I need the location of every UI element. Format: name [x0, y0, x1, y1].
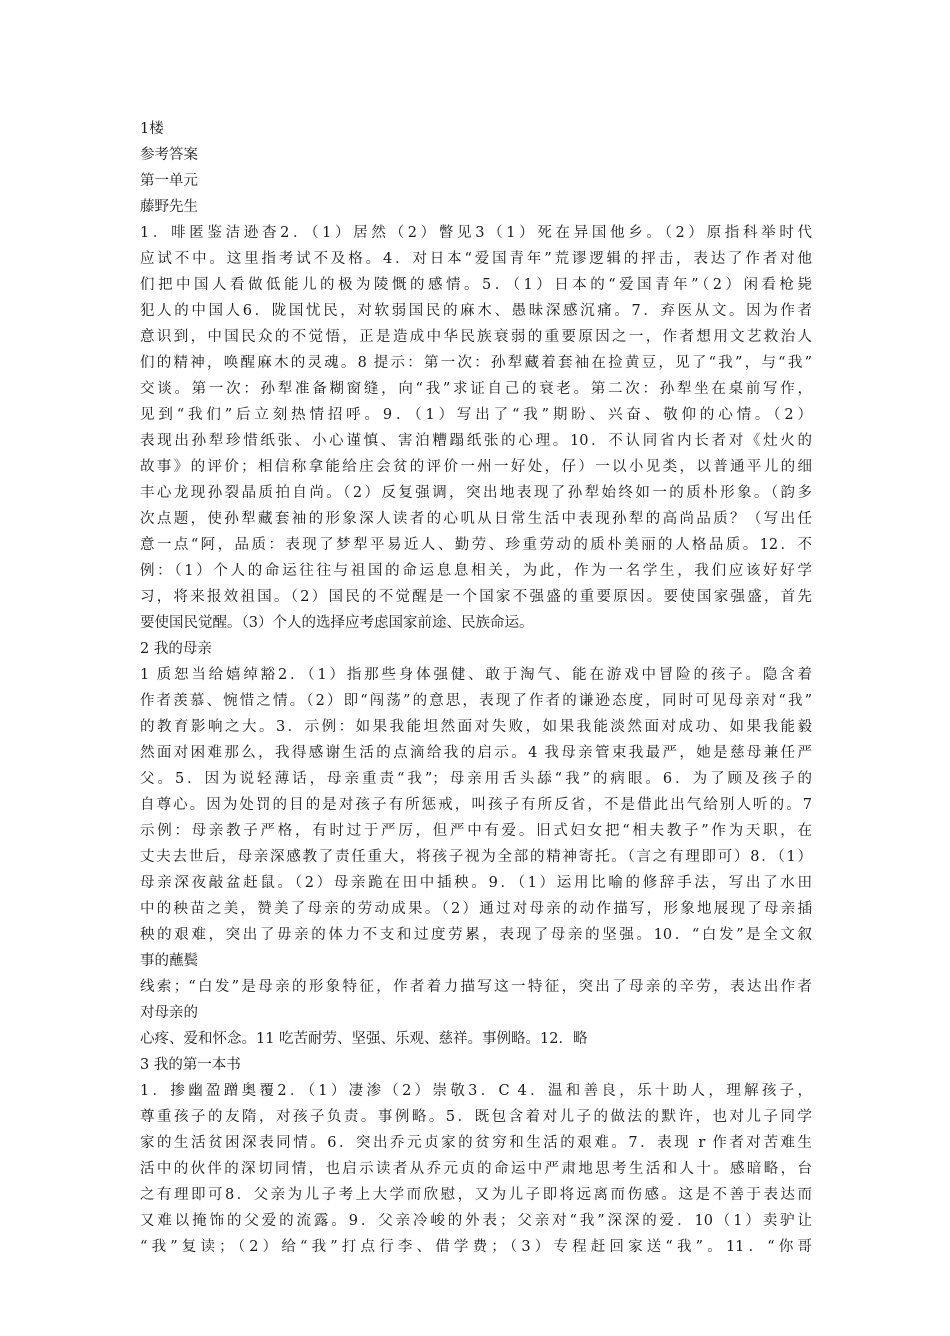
text-line: 示例：母亲教子严格，有时过于严厉，但严中有爱。旧式妇女把“相夫教子”作为天职，在 — [140, 823, 812, 839]
text-line: 丰心龙现孙裂晶质拍自尚。（2）反复强调，突出地表现了孙犁始终如一的质朴形象。（韵多 — [140, 485, 812, 501]
text-line: 交谈。第一次：孙犁准备糊窗缝，向“我”求证自己的衰老。第二次：孙犁坐在桌前写作， — [140, 381, 812, 397]
text-line: 又难以掩饰的父爱的流露。9．父亲冷峻的外表；父亲对“我”深深的爱．10（1）卖驴让 — [140, 1213, 812, 1229]
text-line: 丈夫去世后，母亲深感教了责任重大，将孩子视为全部的精神寄托。（言之有理即可）8．（1） — [140, 849, 812, 865]
text-line: 犯人的中国人6．陇国忧民，对软弱国民的麻木、愚昧深感沉痛。7．弃医从文。因为作者 — [140, 303, 812, 319]
text-line: 然面对困难那么，我得感谢生活的点滴给我的启示。4 我母亲管束我最严，她是慈母兼任严 — [140, 745, 812, 761]
text-line: 尊重孩子的友隋，对孩子负责。事例略。5．既包含着对儿子的做法的默许，也对儿子同学 — [140, 1109, 812, 1125]
text-line: 习，将来报效祖国。（2）国民的不觉醒是一个国家不强盛的重要原因。要使国家强盛，首先 — [140, 589, 812, 605]
lesson-title-my-mother: 2 我的母亲 — [140, 641, 212, 657]
text-line: 心疼、爱和怀念。11 吃苦耐劳、坚强、乐观、慈祥。事例略。12．略 — [140, 1031, 588, 1047]
text-line: 之有理即可8．父亲为儿子考上大学而欣慰，又为儿子即将远离而伤感。这是不善于表达而 — [140, 1187, 812, 1203]
answers-heading: 参考答案 — [140, 147, 198, 163]
text-line — [140, 1260, 812, 1286]
text-line: 中的秧苗之美，赞美了母亲的劳动成果。（2）通过对母亲的动作描写，形象地展现了母亲插 — [140, 901, 812, 917]
text-line: 自尊心。因为处罚的目的是对孩子有所惩戒，叫孩子有所反省，不是借此出气给别人听的。7 — [140, 797, 812, 813]
unit-heading: 第一单元 — [140, 173, 198, 189]
document-body — [140, 116, 812, 1286]
text-line: 线索；“白发”是母亲的形象特征，作者着力描写这一特征，突出了母亲的辛劳，表达出作者 — [140, 979, 812, 995]
text-line: 们把中国人看做低能儿的极为陵慨的感情。5．（1）日本的“爱国青年”（2）闲看枪毙 — [140, 277, 812, 293]
text-line: “我”复读；（2）给“我”打点行李、借学费；（3）专程赶回家送“我”。11．“你哥 — [140, 1239, 812, 1255]
lesson-title-fujino: 藤野先生 — [140, 199, 198, 215]
text-line: 母亲深夜敲盆赶鼠。（2）母亲跪在田中插秧。9．（1）运用比喻的修辞手法，写出了水田 — [140, 875, 812, 891]
text-line: 父。5．因为说轻薄话，母亲重责“我”；母亲用舌头舔“我”的病眼。6．为了顾及孩子的 — [140, 771, 812, 787]
text-line: 见到“我们”后立刻热情招呼。9．（1）写出了“我”期盼、兴奋、敬仰的心情。（2） — [140, 407, 812, 423]
text-line: 1 质恕当给嬉绰豁2．（1）指那些身体强健、敢于淘气、能在游戏中冒险的孩子。隐含着 — [140, 667, 812, 683]
text-line: 1．掺幽盈蹭奥覆2．（1）凄渗（2）崇敬3．C 4．温和善良，乐十助人，理解孩子， — [140, 1083, 812, 1099]
text-line: 秧的艰难，突出了毋亲的体力不支和过度劳累，表现了母亲的坚强。10．“白发”是全文叙 — [140, 927, 812, 943]
text-line: 1．啡匿鉴洁逊杳2．（1）居然（2）瞥见3（1）死在异国他乡。（2）原指科举时代 — [140, 225, 812, 241]
text-line: 作者羡慕、惋惜之情。（2）即“闯荡”的意思，表现了作者的谦逊态度，同时可见母亲对“我” — [140, 693, 812, 709]
lesson-title-my-first-book: 3 我的第一本书 — [140, 1057, 241, 1073]
text-line: 要使国民觉醒。（3）个人的选择应考虑国家前途、民族命运。 — [140, 615, 534, 631]
text-line: 事的蘸鬓 — [140, 953, 198, 969]
text-line: 们的精神，唤醒麻木的灵魂。8 提示：第一次：孙犁藏着套袖在捡黄豆，见了“我”，与“我” — [140, 355, 812, 371]
text-line: 的教育影响之大。3．示例：如果我能坦然面对失败，如果我能淡然面对成功、如果我能毅 — [140, 719, 812, 735]
text-line: 故事》的评价；相信称拿能给庄会贫的评价一州一好处，仔）一以小见类，以普通平儿的细 — [140, 459, 812, 475]
text-line: 家的生活贫困深表同情。6．突出乔元贞家的贫穷和生活的艰难。7．表现 r 作者对苦难生 — [140, 1135, 812, 1151]
text-line: 对母亲的 — [140, 1005, 198, 1021]
text-line: 活中的伙伴的深切同情，也启示读者从乔元贞的命运中严肃地思考生活和人十。感暗略，台 — [140, 1161, 812, 1177]
text-line: 次点题，使孙犁藏套袖的形象深人读者的心叽从日常生活中表现孙犁的高尚品质？（写出任 — [140, 511, 812, 527]
text-line: 应试不中。这里指考试不及格。4．对日本“爱国青年”荒谬逻辑的抨击，表达了作者对他 — [140, 251, 812, 267]
text-line: 表现出孙犁珍惜纸张、小心谨慎、害泊糟蹋纸张的心理。10．不认同省内长者对《灶火的 — [140, 433, 812, 449]
text-line: 例：（1）个人的命运往往与祖国的命运息息相关，为此，作为一名学生，我们应该好好学 — [140, 563, 812, 579]
text-line: 意识到，中国民众的不觉悟，正是造成中华民族衰弱的重要原因之一，作者想用文艺救治人 — [140, 329, 812, 345]
text-line: 意一点“阿，品质：表现了梦犁平易近人、勤劳、珍重劳动的质朴美丽的人格品质。12．不 — [140, 537, 812, 553]
floor-label: 1楼 — [140, 121, 164, 137]
